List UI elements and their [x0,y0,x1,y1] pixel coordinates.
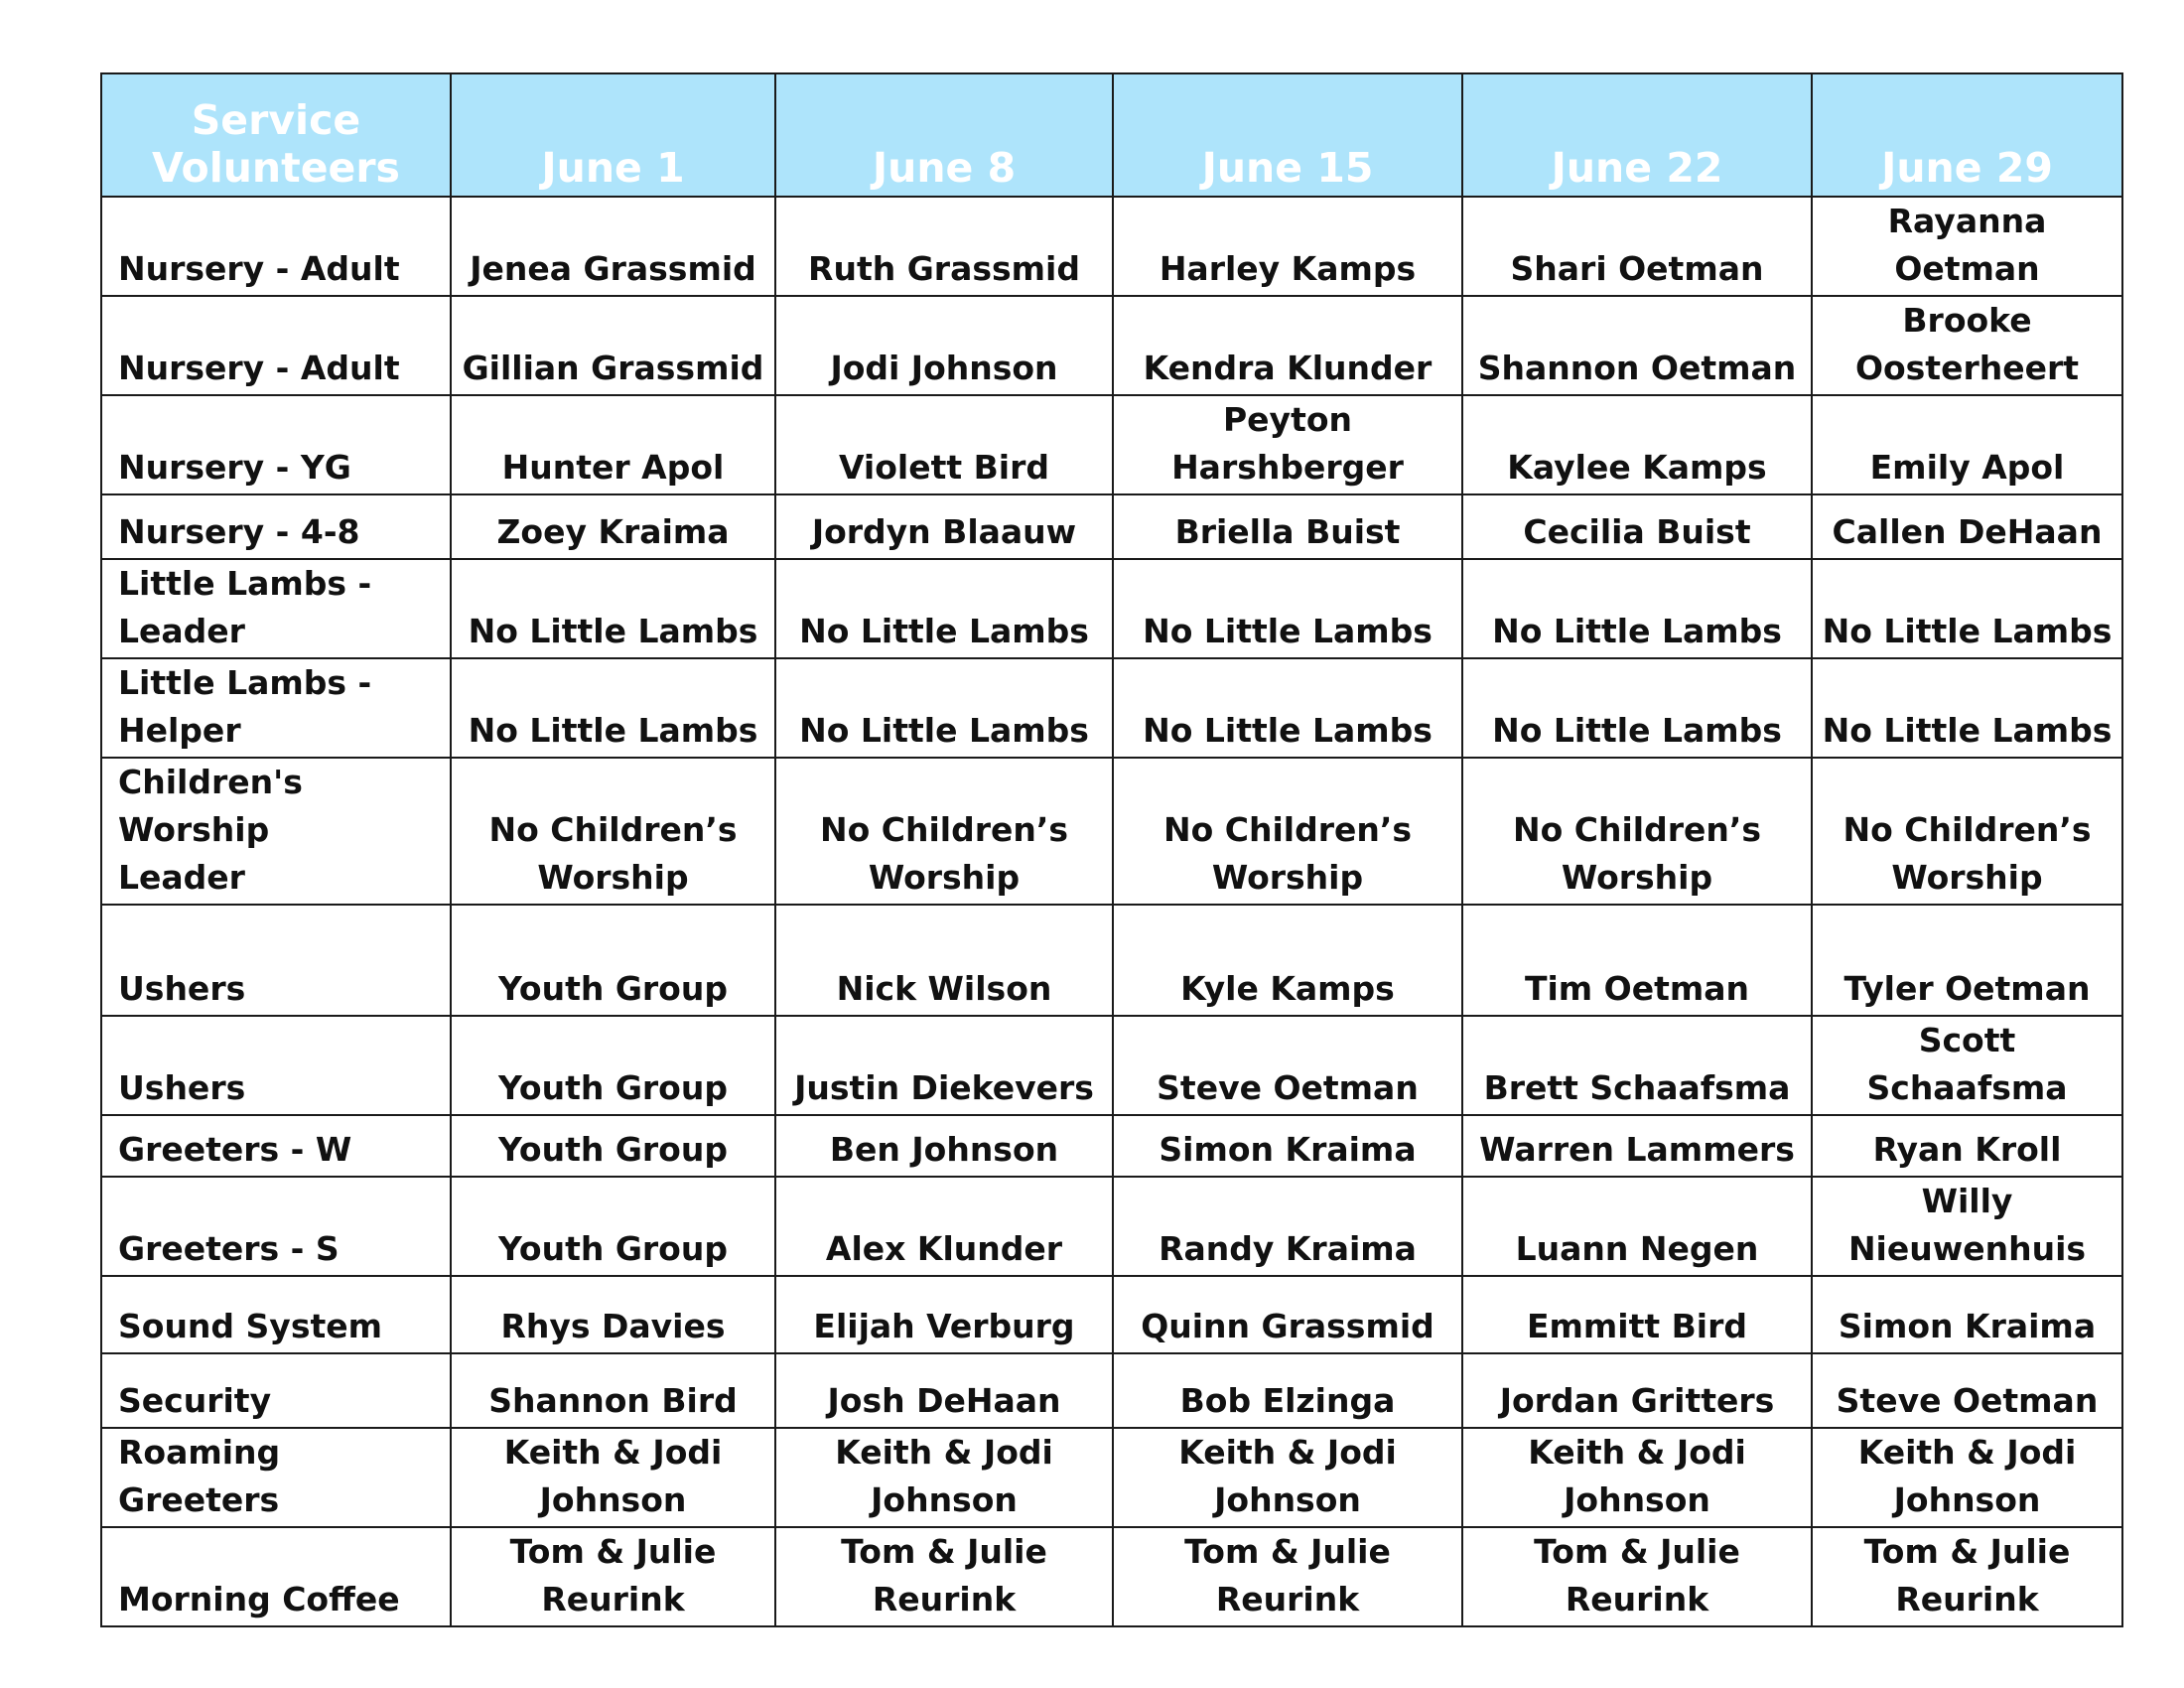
assignment-line: Josh DeHaan [827,1381,1061,1420]
assignment-line: Youth Group [498,1130,728,1169]
assignment-cell [1812,905,2122,1016]
assignment-line: Violett Bird [838,448,1050,487]
assignment-cell [775,1115,1113,1177]
header-service-volunteers [101,73,451,197]
assignment-line: Nieuwenhuis [1847,1229,2087,1268]
table-row [101,758,2122,905]
role-line: Little Lambs - [118,663,372,702]
assignment-line: Jenea Grassmid [470,249,756,288]
assignment-line: Johnson [1214,1480,1361,1519]
table-row [101,1016,2122,1115]
assignment-cell [775,1527,1113,1626]
assignment-cell [1113,197,1462,296]
assignment-cell [1812,1276,2122,1353]
assignment-line: Keith & Jodi [1528,1433,1746,1472]
assignment-cell [1113,1276,1462,1353]
table-row [101,494,2122,559]
assignment-line: Hunter Apol [501,448,725,487]
assignment-line: Reurink [1215,1580,1360,1618]
assignment-cell [451,296,775,395]
role-line: Helper [118,711,241,750]
assignment-cell [1462,1527,1812,1626]
table-row [101,395,2122,494]
role-line: Morning Coffee [118,1580,400,1618]
assignment-cell [1812,1353,2122,1428]
schedule-body [101,197,2122,1626]
assignment-cell [1812,296,2122,395]
assignment-cell [451,1177,775,1276]
assignment-line: Kendra Klunder [1143,349,1433,387]
assignment-cell [1462,758,1812,905]
role-line: Nursery - 4-8 [118,512,360,551]
assignment-cell [451,1115,775,1177]
assignment-line: Shannon Bird [488,1381,738,1420]
assignment-line: Worship [1211,858,1364,897]
header-line: Service [191,96,361,144]
role-cell [101,905,451,1016]
assignment-cell [451,1428,775,1527]
role-line: Sound System [118,1307,382,1345]
assignment-line: No Little Lambs [1822,612,2113,650]
assignment-line: Peyton [1222,400,1353,439]
assignment-cell [1462,296,1812,395]
assignment-cell [1113,1016,1462,1115]
role-cell [101,1177,451,1276]
assignment-line: Tom & Julie [1863,1532,2071,1571]
assignment-cell [1113,494,1462,559]
assignment-cell [1113,1527,1462,1626]
assignment-line: Randy Kraima [1159,1229,1417,1268]
role-line: Ushers [118,1068,246,1107]
assignment-line: Bob Elzinga [1179,1381,1396,1420]
assignment-cell [775,1428,1113,1527]
assignment-line: Youth Group [498,1068,728,1107]
table-row [101,905,2122,1016]
assignment-line: Rayanna Oetman [1887,202,2047,288]
assignment-line: Justin Diekevers [794,1068,1094,1107]
assignment-cell [775,758,1113,905]
assignment-cell [1113,395,1462,494]
assignment-cell [1462,1115,1812,1177]
role-line: Little Lambs - [118,564,372,603]
assignment-line: Steve Oetman [1157,1068,1419,1107]
assignment-line: Emmitt Bird [1526,1307,1748,1345]
role-line: Leader [118,858,245,897]
assignment-line: Ruth Grassmid [808,249,1080,288]
assignment-line: Elijah Verburg [813,1307,1075,1345]
table-row [101,658,2122,758]
assignment-line: Youth Group [498,1229,728,1268]
role-cell [101,1115,451,1177]
header-date: June 29 [1812,73,2122,197]
assignment-cell [451,494,775,559]
header-date: June 8 [775,73,1113,197]
assignment-cell [1462,395,1812,494]
assignment-line: Emily Apol [1869,448,2065,487]
assignment-cell [775,1177,1113,1276]
role-line: Nursery - Adult [118,249,400,288]
assignment-line: Worship [1891,858,2043,897]
role-line: Greeters - W [118,1130,352,1169]
assignment-cell [451,758,775,905]
assignment-line: Tom & Julie [509,1532,717,1571]
table-row [101,296,2122,395]
assignment-line: No Little Lambs [1492,711,1782,750]
assignment-line: Johnson [871,1480,1018,1519]
header-date: June 15 [1113,73,1462,197]
table-row [101,1428,2122,1527]
assignment-line: Jodi Johnson [830,349,1058,387]
role-cell [101,395,451,494]
assignment-line: Kyle Kamps [1180,969,1395,1008]
assignment-cell [1812,494,2122,559]
assignment-cell [775,494,1113,559]
assignment-line: Ryan Kroll [1872,1130,2062,1169]
assignment-cell [1462,1428,1812,1527]
assignment-line: Luann Negen [1515,1229,1759,1268]
assignment-line: Cecilia Buist [1523,512,1751,551]
assignment-cell [775,905,1113,1016]
assignment-cell [1113,296,1462,395]
assignment-line: Callen DeHaan [1832,512,2103,551]
assignment-cell [1462,1276,1812,1353]
table-row [101,1115,2122,1177]
assignment-cell [775,1276,1113,1353]
role-cell [101,559,451,658]
assignment-line: No Little Lambs [468,612,758,650]
assignment-cell [451,1276,775,1353]
assignment-line: Nick Wilson [836,969,1052,1008]
assignment-cell [1462,658,1812,758]
assignment-line: Willy [1921,1182,2013,1220]
assignment-cell [1113,905,1462,1016]
assignment-line: No Children’s [1162,810,1413,849]
assignment-line: No Children’s [1512,810,1762,849]
header-date: June 1 [451,73,775,197]
assignment-line: No Little Lambs [799,711,1089,750]
assignment-line: Tim Oetman [1524,969,1750,1008]
assignment-cell [1462,494,1812,559]
role-cell [101,1428,451,1527]
assignment-cell [775,1016,1113,1115]
assignment-line: No Little Lambs [1492,612,1782,650]
assignment-cell [1462,905,1812,1016]
assignment-cell [1812,758,2122,905]
role-cell [101,658,451,758]
assignment-cell [775,559,1113,658]
assignment-line: Worship [1561,858,1713,897]
assignment-cell [1462,559,1812,658]
assignment-cell [1113,658,1462,758]
assignment-cell [775,296,1113,395]
assignment-line: Harshberger [1171,448,1404,487]
role-line: Security [118,1381,272,1420]
assignment-line: Worship [537,858,689,897]
assignment-line: Tyler Oetman [1843,969,2091,1008]
assignment-cell [451,197,775,296]
assignment-cell [451,1527,775,1626]
assignment-line: Keith & Jodi [1178,1433,1397,1472]
assignment-line: Reurink [541,1580,685,1618]
assignment-line: Shari Oetman [1510,249,1764,288]
assignment-cell [1812,559,2122,658]
role-line: Roaming Greeters [118,1433,281,1519]
table-row [101,1177,2122,1276]
assignment-cell [1113,758,1462,905]
role-line: Ushers [118,969,246,1008]
assignment-cell [1462,1353,1812,1428]
assignment-line: Keith & Jodi [1857,1433,2077,1472]
assignment-line: No Little Lambs [1143,711,1433,750]
assignment-line: No Little Lambs [799,612,1089,650]
assignment-line: Quinn Grassmid [1141,1307,1434,1345]
assignment-line: Warren Lammers [1479,1130,1795,1169]
table-row [101,1353,2122,1428]
assignment-line: No Children’s [488,810,738,849]
assignment-cell [1462,1016,1812,1115]
role-line: Greeters - S [118,1229,340,1268]
assignment-cell [775,1353,1113,1428]
role-line: Children's Worship [118,763,303,849]
role-line: Leader [118,612,245,650]
assignment-line: Johnson [539,1480,687,1519]
assignment-line: Johnson [1564,1480,1710,1519]
assignment-cell [451,395,775,494]
assignment-line: Keith & Jodi [503,1433,723,1472]
assignment-line: Briella Buist [1174,512,1401,551]
assignment-cell [1113,1115,1462,1177]
role-cell [101,494,451,559]
assignment-line: Keith & Jodi [835,1433,1053,1472]
assignment-line: No Little Lambs [1822,711,2113,750]
assignment-line: No Little Lambs [468,711,758,750]
assignment-line: Zoey Kraima [496,512,730,551]
header-date: June 22 [1462,73,1812,197]
role-cell [101,296,451,395]
assignment-cell [1462,1177,1812,1276]
assignment-cell [1113,1353,1462,1428]
role-cell [101,1276,451,1353]
role-cell [101,1016,451,1115]
assignment-line: Shannon Oetman [1477,349,1797,387]
assignment-cell [451,905,775,1016]
assignment-cell [1812,1115,2122,1177]
assignment-cell [451,1353,775,1428]
role-cell [101,1353,451,1428]
assignment-line: Tom & Julie [1184,1532,1391,1571]
assignment-line: Simon Kraima [1838,1307,2097,1345]
assignment-cell [1812,1527,2122,1626]
assignment-line: Ben Johnson [829,1130,1059,1169]
assignment-line: No Little Lambs [1143,612,1433,650]
assignment-line: Brett Schaafsma [1483,1068,1791,1107]
assignment-line: Scott Schaafsma [1866,1021,2068,1107]
assignment-cell [451,658,775,758]
assignment-line: Johnson [1893,1480,2041,1519]
assignment-line: Tom & Julie [1534,1532,1740,1571]
assignment-cell [451,1016,775,1115]
table-row [101,1527,2122,1626]
assignment-cell [1812,658,2122,758]
assignment-line: Worship [868,858,1021,897]
assignment-line: No Children’s [1843,810,2092,849]
assignment-line: Reurink [1565,1580,1709,1618]
table-row [101,197,2122,296]
assignment-line: Steve Oetman [1836,1381,2099,1420]
assignment-cell [451,559,775,658]
table-row [101,1276,2122,1353]
assignment-line: Reurink [872,1580,1017,1618]
assignment-line: Jordan Gritters [1499,1381,1775,1420]
role-line: Nursery - YG [118,448,351,487]
assignment-cell [775,197,1113,296]
assignment-cell [1812,1177,2122,1276]
table-row [101,559,2122,658]
assignment-cell [775,658,1113,758]
role-cell [101,758,451,905]
assignment-cell [1462,197,1812,296]
assignment-line: Alex Klunder [825,1229,1063,1268]
header-line: Volunteers [152,144,400,192]
assignment-line: Youth Group [498,969,728,1008]
assignment-cell [1812,1016,2122,1115]
role-cell [101,197,451,296]
assignment-line: Reurink [1895,1580,2039,1618]
assignment-line: Brooke [1902,301,2032,340]
assignment-line: Harley Kamps [1159,249,1417,288]
assignment-cell [1113,559,1462,658]
role-cell [101,1527,451,1626]
assignment-line: Tom & Julie [841,1532,1047,1571]
assignment-line: Jordyn Blaauw [811,512,1077,551]
assignment-cell [1812,395,2122,494]
header-row [101,73,2122,197]
volunteer-schedule-table [100,72,2123,1627]
assignment-cell [775,395,1113,494]
assignment-cell [1113,1428,1462,1527]
assignment-line: Gillian Grassmid [462,349,764,387]
assignment-line: No Children’s [819,810,1069,849]
assignment-line: Simon Kraima [1159,1130,1417,1169]
assignment-line: Rhys Davies [500,1307,726,1345]
assignment-cell [1812,197,2122,296]
role-line: Nursery - Adult [118,349,400,387]
assignment-cell [1113,1177,1462,1276]
assignment-line: Kaylee Kamps [1507,448,1767,487]
assignment-cell [1812,1428,2122,1527]
assignment-line: Oosterheert [1854,349,2080,387]
